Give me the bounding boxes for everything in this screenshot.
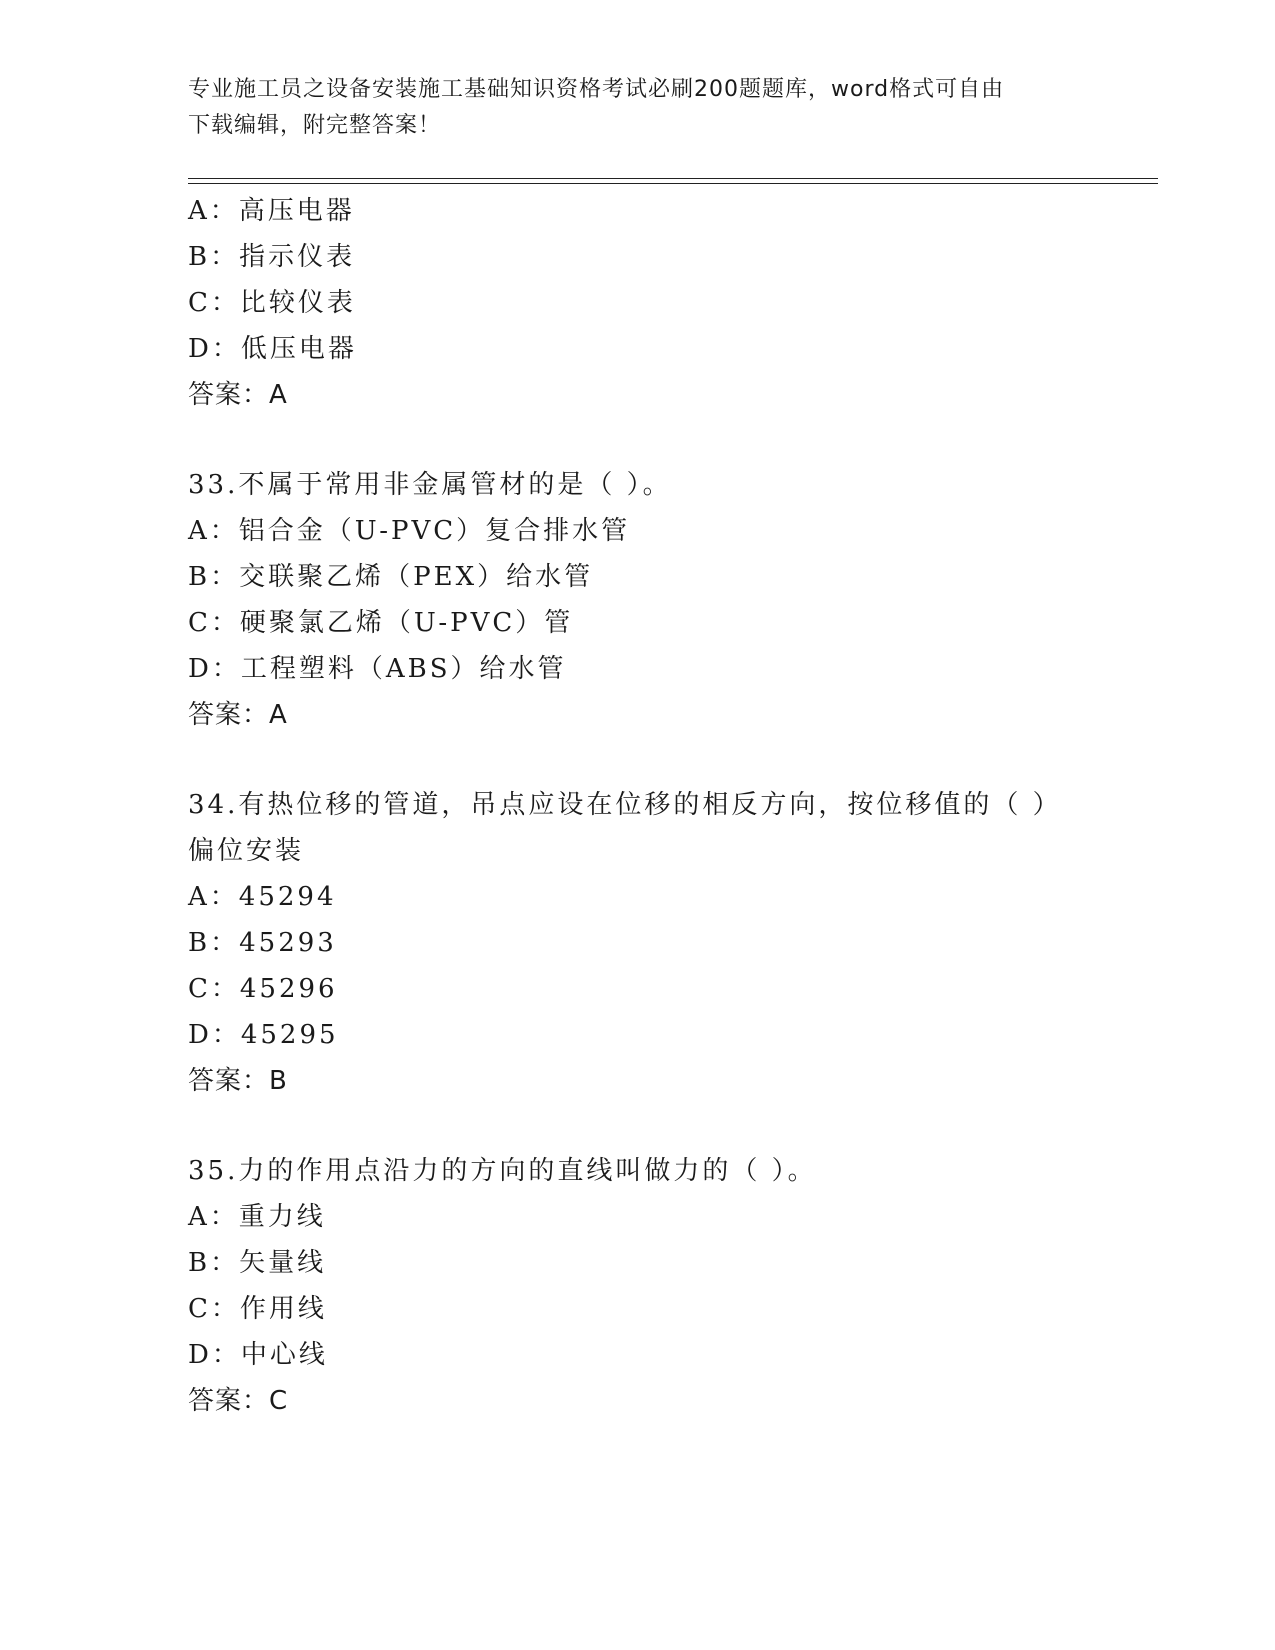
answer: 答案：A: [188, 700, 288, 730]
option-d: D：45295: [188, 1020, 339, 1050]
question-text-line-1: 34.有热位移的管道，吊点应设在位移的相反方向，按位移值的（ ）: [188, 790, 1062, 820]
question-33: [188, 462, 1088, 738]
option-a: A：45294: [188, 882, 337, 912]
option-a: A：重力线: [188, 1202, 326, 1232]
option-b: B：矢量线: [188, 1248, 327, 1278]
option-d: D：工程塑料（ABS）给水管: [188, 654, 567, 684]
header-line-1: 专业施工员之设备安装施工基础知识资格考试必刷200题题库，word格式可自由: [188, 77, 1005, 102]
answer: 答案：C: [188, 1386, 289, 1416]
question-list: [188, 188, 1088, 1424]
option-c: C：45296: [188, 974, 338, 1004]
question-text: 33.不属于常用非金属管材的是（ ）。: [188, 470, 672, 500]
question-text: 35.力的作用点沿力的方向的直线叫做力的（ ）。: [188, 1156, 817, 1186]
question-text-line-2: 偏位安装: [188, 836, 305, 866]
question-34: [188, 782, 1088, 1104]
header-line-2: 下载编辑，附完整答案！: [188, 113, 442, 138]
option-b: B：指示仪表: [188, 242, 356, 272]
document-header: [188, 72, 1088, 144]
answer: 答案：B: [188, 1066, 288, 1096]
option-c: C：作用线: [188, 1294, 327, 1324]
option-b: B：45293: [188, 928, 337, 958]
question-32-fragment: [188, 188, 1088, 418]
option-c: C：硬聚氯乙烯（U-PVC）管: [188, 608, 574, 638]
option-a: A：铝合金（U-PVC）复合排水管: [188, 516, 631, 546]
answer: 答案：A: [188, 380, 288, 410]
header-divider-top: [188, 178, 1158, 179]
header-divider-bottom: [188, 183, 1158, 184]
option-d: D：低压电器: [188, 334, 357, 364]
option-c: C：比较仪表: [188, 288, 356, 318]
question-35: [188, 1148, 1088, 1424]
option-a: A：高压电器: [188, 196, 355, 226]
option-b: B：交联聚乙烯（PEX）给水管: [188, 562, 594, 592]
option-d: D：中心线: [188, 1340, 328, 1370]
